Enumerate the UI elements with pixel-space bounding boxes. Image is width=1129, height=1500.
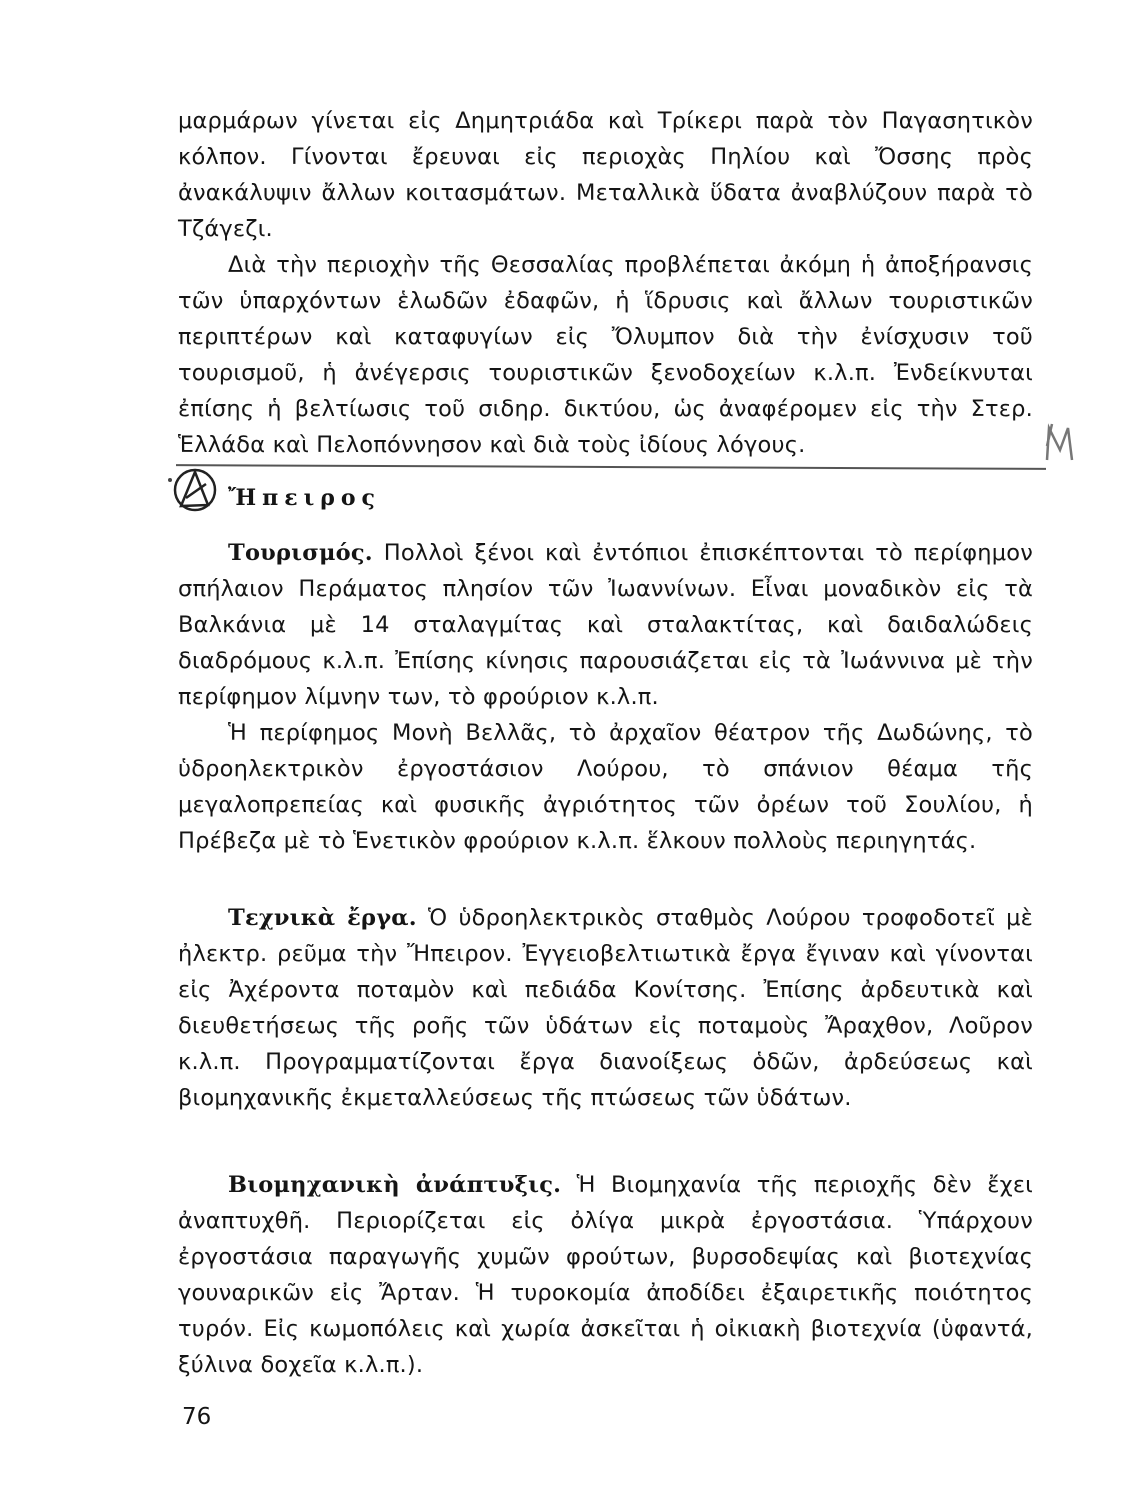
handwritten-m-mark: [1047, 424, 1072, 460]
page-number: 76: [182, 1404, 212, 1430]
ink-speck: [168, 478, 172, 482]
paragraph-marble-waters: μαρμάρων γίνεται εἰς Δημητριάδα καὶ Τρίκερι παρὰ τὸν Παγασητικὸν κόλπον. Γίνονται ἔρευναι εἰς περιοχὰς Πηλίου καὶ Ὄσσης πρὸς ἀνακάλυψιν ἄλλων κοιτασμάτων. Μεταλλικὰ ὕδατα ἀναβλύζουν παρὰ τὸ Τζάγεζι.: [178, 108, 1033, 242]
paragraph-industry: [178, 1167, 1033, 1383]
section-heading-epirus: Ἤπειρος: [228, 485, 381, 511]
works-text: Ὁ ὑδροηλεκτρικὸς σταθμὸς Λούρου τροφοδοτεῖ μὲ ἠλεκτρ. ρεῦμα τὴν Ἤπειρον. Ἐγγειοβελτιωτικὰ ἔργα ἔγιναν καὶ γίνονται εἰς Ἀχέροντα ποταμὸν καὶ πεδιάδα Κονίτσης. Ἐπίσης ἀρδευτικὰ καὶ διευθετήσεως τῆς ροῆς τῶν ὑδάτων εἰς ποταμοὺς Ἄραχθον, Λοῦρον κ.λ.π. Προγραμματίζονται ἔργα διανοίξεως ὁδῶν, ἀρδεύσεως καὶ βιομηχανικῆς ἐκμεταλλεύσεως τῆς πτώσεως τῶν ὑδάτων.: [178, 905, 1033, 1111]
industry-text: Ἡ Βιομηχανία τῆς περιοχῆς δὲν ἔχει ἀναπτυχθῆ. Περιορίζεται εἰς ὀλίγα μικρὰ ἐργοστάσια. Ὑπάρχουν ἐργοστάσια παραγωγῆς χυμῶν φρούτων, βυρσοδεψίας καὶ βιοτεχνίας γουναρικῶν εἰς Ἄρταν. Ἡ τυροκομία ἀποδίδει ἐξαιρετικῆς ποιότητος τυρόν. Εἰς κωμοπόλεις καὶ χωρία ἀσκεῖται ἡ οἰκιακὴ βιοτεχνία (ὑφαντά, ξύλινα δοχεῖα κ.λ.π.).: [178, 1172, 1033, 1378]
tourism-title: Τουρισμός.: [228, 540, 373, 566]
works-title: Τεχνικὰ ἔργα.: [228, 905, 417, 931]
technical-works-section: [178, 900, 1033, 1116]
tourism-text: Πολλοὶ ξένοι καὶ ἐντόπιοι ἐπισκέπτονται τὸ περίφημον σπήλαιον Περάματος πλησίον τῶν Ἰωαννίνων. Εἶναι μοναδικὸν εἰς τὰ Βαλκάνια μὲ 14 σταλαγμίτας καὶ σταλακτίτας, καὶ δαιδαλώδεις διαδρόμους κ.λ.π. Ἐπίσης κίνησις παρουσιάζεται εἰς τὰ Ἰωάννινα μὲ τὴν περίφημον λίμνην των, τὸ φρούριον κ.λ.π.: [178, 540, 1034, 710]
paragraph-tourism: [178, 535, 1033, 715]
industry-title: Βιομηχανικὴ ἀνάπτυξις.: [228, 1172, 562, 1198]
handwritten-delta-mark: [175, 470, 215, 510]
paragraph-tourism-sights: Ἡ περίφημος Μονὴ Βελλᾶς, τὸ ἀρχαῖον θέατρον τῆς Δωδώνης, τὸ ὑδροηλεκτρικὸν ἐργοστάσιον Λούρου, τὸ σπάνιον θέαμα τῆς μεγαλοπρεπείας καὶ φυσικῆς ἀγριότητος τῶν ὀρέων τοῦ Σουλίου, ἡ Πρέβεζα μὲ τὸ Ἑνετικὸν φρούριον κ.λ.π. ἕλκουν πολλοὺς περιηγητάς.: [178, 720, 1033, 854]
tourism-section: [178, 535, 1033, 859]
paragraph-thessaly-plans: Διὰ τὴν περιοχὴν τῆς Θεσσαλίας προβλέπεται ἀκόμη ἡ ἀποξήρανσις τῶν ὑπαρχόντων ἑλωδῶν ἐδαφῶν, ἡ ἵδρυσις καὶ ἄλλων τουριστικῶν περιπτέρων καὶ καταφυγίων εἰς Ὄλυμπον διὰ τὴν ἐνίσχυσιν τοῦ τουρισμοῦ, ἡ ἀνέγερσις τουριστικῶν ξενοδοχείων κ.λ.π. Ἐνδείκνυται ἐπίσης ἡ βελτίωσις τοῦ σιδηρ. δικτύου, ὡς ἀναφέρομεν εἰς τὴν Στερ. Ἑλλάδα καὶ Πελοπόννησον καὶ διὰ τοὺς ἰδίους λόγους.: [178, 252, 1033, 458]
paragraph-technical-works: [178, 900, 1033, 1116]
industry-section: [178, 1167, 1033, 1383]
